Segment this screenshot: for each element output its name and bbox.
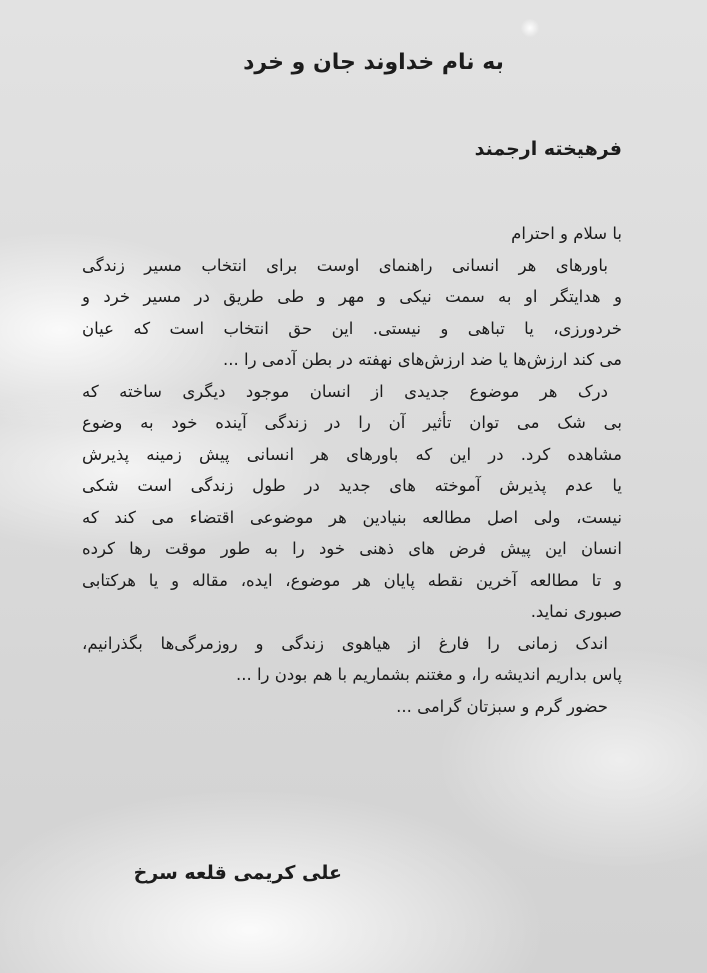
- salutation: فرهیخته ارجمند: [474, 138, 622, 160]
- letter-body: [82, 218, 622, 722]
- body-line: انسان این پیش فرض های ذهنی خود را به طور موقت رها کرده: [82, 539, 622, 558]
- body-line: می کند ارزش‌ها یا ضد ارزش‌های نهفته در بطن آدمی را ...: [223, 350, 622, 369]
- body-line: و هدایتگر او به سمت نیکی و مهر و طی طریق در مسیر خرد و: [82, 287, 622, 306]
- body-line: باورهای هر انسانی راهنمای اوست برای انتخاب مسیر زندگی: [82, 255, 608, 275]
- body-line: بی شک می توان تأثیر آن را در زندگی آینده خود به وضوع: [82, 413, 622, 432]
- closing-line: حضور گرم و سبزتان گرامی ...: [396, 696, 608, 716]
- body-line: مشاهده کرد. در این که باورهای هر انسانی پیش زمینه پذیرش: [82, 444, 622, 464]
- body-line: پاس بداریم اندیشه را، و مغتنم بشماریم با هم بودن را ...: [235, 665, 622, 684]
- body-line: و تا مطالعه آخرین نقطه پایان هر موضوع، ایده، مقاله و یا هرکتابی: [82, 570, 622, 590]
- greeting: با سلام و احترام: [511, 224, 622, 243]
- document-title: به نام خداوند جان و خرد: [243, 50, 504, 75]
- body-line: اندک زمانی را فارغ از هیاهوی زندگی و روزمرگی‌ها بگذرانیم،: [82, 633, 608, 653]
- body-line: نیست، ولی اصل مطالعه بنیادین هر موضوعی اقتضاء می کند که: [82, 507, 622, 527]
- body-line: خردورزی، یا تباهی و نیستی. این حق انتخاب است که عیان: [82, 318, 622, 338]
- signature: علی کریمی قلعه سرخ: [133, 862, 342, 884]
- body-line: درک هر موضوع جدیدی از انسان موجود دیگری ساخته که: [82, 381, 608, 401]
- body-line: یا عدم پذیرش آموخته های جدید در طول زندگی است شکی: [82, 476, 622, 495]
- body-line: صبوری نماید.: [530, 602, 622, 621]
